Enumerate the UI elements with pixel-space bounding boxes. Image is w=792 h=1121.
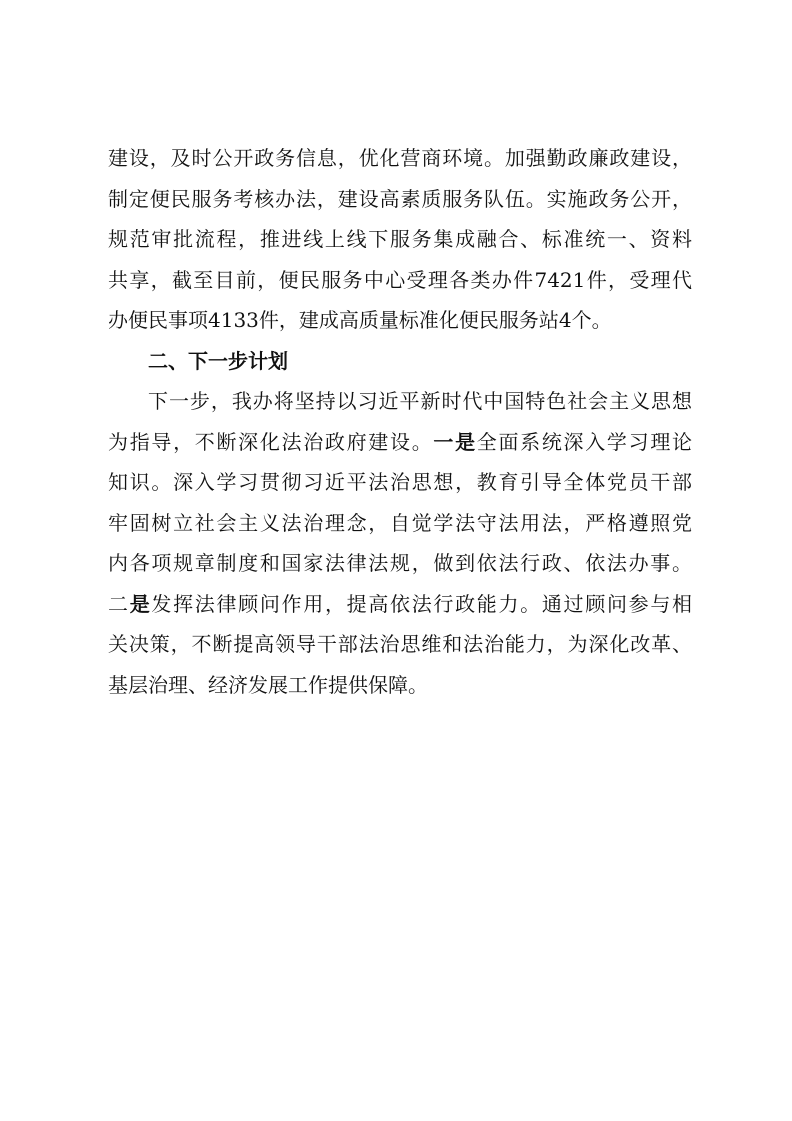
- paragraph1-line-5: 办便民事项4133件，建成高质量标准化便民服务站4个。: [108, 308, 612, 332]
- paragraph2-line-1: 下一步，我办将坚持以习近平新时代中国特色社会主义思想: [148, 389, 692, 413]
- paragraph2-line-3: 知识。深入学习贯彻习近平法治思想，教育引导全体党员干部: [108, 470, 692, 494]
- paragraph2-line-5: 内各项规章制度和国家法律法规，做到依法行政、依法办事。: [108, 551, 692, 575]
- paragraph2-line-6-rest: 发挥法律顾问作用，提高依法行政能力。通过顾问参与相: [151, 591, 692, 616]
- paragraph2-line-2-text: 为指导，不断深化法治政府建设。: [108, 429, 434, 454]
- paragraph2-line-8: 基层治理、经济发展工作提供保障。: [108, 672, 428, 697]
- paragraph1-line-3: 规范审批流程，推进线上线下服务集成融合、标准统一、资料: [108, 227, 692, 251]
- paragraph2-line-4: 牢固树立社会主义法治理念，自觉学法守法用法，严格遵照党: [108, 510, 692, 535]
- paragraph2-line-7: 关决策，不断提高领导干部法治思维和法治能力，为深化改革、: [108, 632, 692, 656]
- paragraph1-line-1: 建设，及时公开政务信息，优化营商环境。加强勤政廉政建设，: [108, 146, 692, 170]
- second-point-prefix: 二: [108, 591, 130, 616]
- document-body: [108, 138, 692, 705]
- paragraph1-line-4: 共享，截至目前，便民服务中心受理各类办件7421件，受理代: [108, 267, 692, 292]
- first-point-marker: 一是: [433, 429, 477, 454]
- section-heading: 二、下一步计划: [148, 348, 288, 373]
- paragraph2-line-2: [108, 422, 692, 463]
- paragraph1-line-2: 制定便民服务考核办法，建设高素质服务队伍。实施政务公开，: [108, 186, 692, 211]
- paragraph2-line-2-rest: 全面系统深入学习理论: [476, 429, 692, 454]
- paragraph2-line-6: [108, 584, 692, 625]
- second-point-marker: 是: [129, 591, 152, 616]
